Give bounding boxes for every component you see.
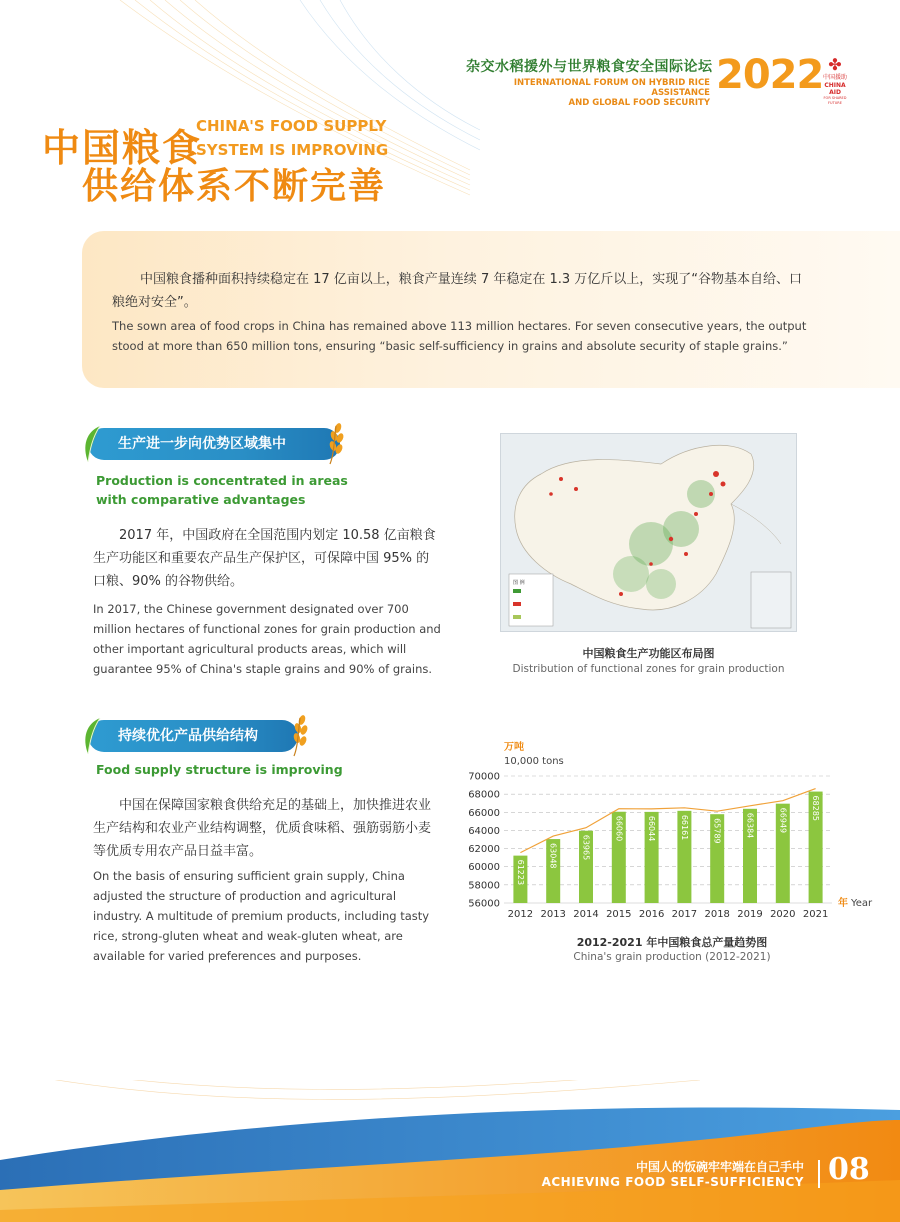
chart-bar-value-label: 66949 [778, 807, 788, 834]
section2-text-en: On the basis of ensuring sufficient grain supply, China adjusted the structure of production and agricultural industry. A multitude of premium products, including tasty rice, strong-gluten wheat and weak-gluten wheat, are available for varied preferences and purposes. [93, 869, 430, 963]
chart-xtick-label: 2012 [507, 909, 534, 920]
map-caption-cn: 中国粮食生产功能区布局图 [582, 647, 715, 660]
map-caption-en: Distribution of functional zones for grain production [512, 663, 785, 675]
forum-title-cn: 杂交水稻援外与世界粮食安全国际论坛 [466, 59, 713, 75]
decorative-wave-bottom [0, 1080, 900, 1222]
chart-bar-value-label: 63965 [581, 834, 591, 861]
section1-subtitle-en-line2: with comparative advantages [96, 492, 306, 507]
section1-banner [88, 428, 340, 460]
footer-text-cn: 中国人的饭碗牢牢端在自己手中 [635, 1160, 804, 1174]
section2-subtitle-en: Food supply structure is improving [96, 762, 343, 777]
rice-ear-icon [322, 422, 346, 466]
chart-ytick-label: 62000 [468, 844, 500, 856]
forum-title-en-line2: AND GLOBAL FOOD SECURITY [568, 98, 710, 108]
section1-subtitle-en [96, 471, 348, 509]
chart-xtick-label: 2014 [573, 909, 599, 920]
chart-ytick-label: 70000 [468, 771, 500, 783]
chart-ytick-label: 66000 [468, 807, 500, 819]
chart-ylabel-cn: 万吨 [504, 742, 524, 753]
chart-xtick-label: 2015 [606, 909, 632, 920]
chart-caption-cn: 2012-2021 年中国粮食总产量趋势图 [576, 936, 768, 949]
leaf-icon [80, 716, 106, 756]
chart-caption-en: China's grain production (2012-2021) [573, 951, 771, 963]
chart-bar-value-label: 66044 [647, 815, 657, 842]
trend-line [520, 789, 815, 853]
section2-text-cn: 中国在保障国家粮食供给充足的基础上，加快推进农业生产结构和农业产业结构调整，优质食味稻、强筋弱筋小麦等优质专用农产品日益丰富。 [93, 798, 432, 859]
forum-year: 2022 [716, 52, 824, 98]
forum-title-en [478, 78, 710, 108]
china-knot-icon: ✤ [828, 55, 842, 74]
page-number: 08 [828, 1152, 870, 1187]
chart-bar-value-label: 66060 [614, 815, 624, 842]
page-title-en [196, 114, 388, 162]
section2-banner-label: 持续优化产品供给结构 [118, 728, 258, 744]
chart-xtick-label: 2016 [638, 909, 665, 920]
intro-text-cn: 中国粮食播种面积持续稳定在 17 亿亩以上，粮食产量连续 7 年稳定在 1.3 万亿斤以上，实现了“谷物基本自给、口粮绝对安全”。 [112, 272, 803, 310]
section1-text-cn: 2017 年，中国政府在全国范围内划定 10.58 亿亩粮食生产功能区和重要农产品生产保护区，可保障中国 95% 的口粮、90% 的谷物供给。 [93, 528, 436, 589]
chart-ytick-label: 58000 [468, 880, 500, 892]
chart-ytick-label: 64000 [468, 825, 500, 837]
section2-banner [88, 720, 298, 752]
chart-xtick-label: 2021 [802, 909, 829, 920]
chart-bar-value-label: 63048 [548, 843, 558, 869]
footer-text-en: ACHIEVING FOOD SELF-SUFFICIENCY [541, 1175, 804, 1189]
chart-xtick-label: 2020 [770, 909, 796, 920]
logo-tagline: FOR SHARED FUTURE [823, 96, 847, 105]
chart-xlabel-en: Year [851, 898, 873, 909]
grain-production-chart [462, 736, 882, 926]
logo-en: CHINA AID [824, 82, 846, 96]
chart-ytick-label: 68000 [468, 789, 500, 801]
grain-zones-map [500, 433, 797, 632]
intro-text-en: The sown area of food crops in China has remained above 113 million hectares. For seven consecutive years, the output stood at more than 650 million tons, ensuring “basic self-sufficiency in grains and absolute security of staple grains.” [112, 319, 807, 353]
chart-ylabel-en: 10,000 tons [504, 756, 564, 767]
chart-xtick-label: 2018 [704, 909, 730, 920]
page-title-cn-line1: 中国粮食 [42, 126, 203, 170]
page-title-en-line1: CHINA'S FOOD SUPPLY [196, 117, 387, 135]
chart-xlabel-cn: 年 [838, 898, 848, 909]
china-aid-logo [818, 56, 852, 106]
chart-bar-value-label: 65789 [712, 818, 722, 844]
section1-subtitle-en-line1: Production is concentrated in areas [96, 473, 348, 488]
rice-ear-icon [286, 714, 310, 758]
chart-xtick-label: 2013 [540, 909, 566, 920]
chart-bar-value-label: 68285 [811, 795, 821, 822]
page-title-en-line2: SYSTEM IS IMPROVING [196, 141, 389, 159]
section1-text-en: In 2017, the Chinese government designated over 700 million hectares of functional zones for grain production and other important agricultural products areas, which will guarantee 95% of China's staple grains and 90% of grains. [93, 602, 441, 676]
chart-bar-value-label: 66384 [745, 812, 755, 839]
china-map-illustration [501, 434, 797, 632]
section1-banner-label: 生产进一步向优势区域集中 [118, 436, 286, 452]
chart-ytick-label: 60000 [468, 862, 500, 874]
chart-bar-value-label: 66161 [679, 814, 689, 841]
footer-divider [818, 1160, 820, 1188]
chart-xtick-label: 2017 [671, 909, 698, 920]
page-title-cn-line2: 供给体系不断完善 [82, 166, 387, 207]
map-legend-title: 图 例 [513, 580, 525, 586]
forum-title-en-line1: INTERNATIONAL FORUM ON HYBRID RICE ASSISTANCE [513, 78, 710, 98]
logo-cn: 中国援助 [822, 74, 847, 81]
chart-ytick-label: 56000 [468, 898, 500, 910]
chart-xtick-label: 2019 [737, 909, 763, 920]
leaf-icon [80, 424, 106, 464]
chart-bar-value-label: 61223 [515, 859, 525, 886]
